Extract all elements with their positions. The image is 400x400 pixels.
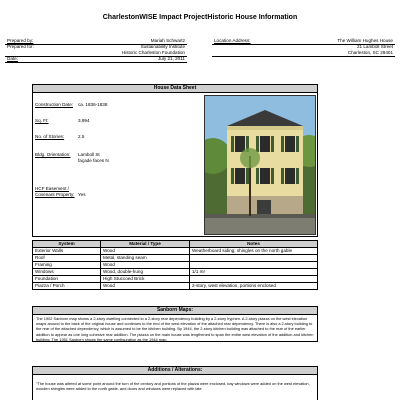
location-block xyxy=(212,38,395,68)
sqft-value: 3,994 xyxy=(78,118,90,123)
construction-date-label: Construction Date: xyxy=(35,102,74,107)
prepared-for-value-2: Historic Charleston Foundation xyxy=(121,50,185,55)
system-cell: Piazza / Porch xyxy=(33,283,101,290)
date-value: July 21, 2011 xyxy=(158,56,185,61)
sanborn-text: The 1902 Sanborn map shows a 2-story dwelling connected to a 2-story rear dependency building by a 2-story hyphen. A 2-story piazza on the west elevation wraps around to the back of the original house and continues to the end of the west elevation of the attached rear dependency. There is also a 2-story building to the rear of the attached dependency, which is assumed to be the kitchen building. By 1944, the 2-story kitchen building was attached to the rear of the earlier addition to appear as one long cohesive rear addition. The piazza on the main house was lengthened to span the entire west elevation of the addition and kitchen building. The 1951 Sanborn shows the same configuration as the 1944 map. xyxy=(36,316,314,342)
systems-col-system: System xyxy=(33,241,101,248)
notes-cell xyxy=(190,255,318,262)
sanborn-header: Sanborn Maps: xyxy=(33,307,317,315)
additions-text: "The house was altered at some point around the turn of the century and portions of the piazza were enclosed, bay windows were added on the west elevation, wooden shingles were added to the north gable, and doors and windows were replaced with late xyxy=(36,381,310,392)
house-data-sheet xyxy=(32,84,318,237)
notes-cell xyxy=(190,276,318,283)
stories-value: 2.5 xyxy=(78,134,85,139)
location-row xyxy=(212,50,395,57)
material-cell: Wood xyxy=(101,248,190,255)
orientation-label: Bldg. Orientation: xyxy=(35,152,71,157)
prepared-by-value: Mariah Schwartz xyxy=(150,38,185,43)
location-line-2: 21 Lamboll Street xyxy=(356,44,393,49)
location-label: Location Address: xyxy=(214,38,251,43)
system-cell: Exterior Walls xyxy=(33,248,101,255)
systems-table xyxy=(32,240,318,290)
house-illustration xyxy=(205,96,315,234)
table-row xyxy=(33,269,318,276)
house-photo xyxy=(204,95,316,235)
table-row xyxy=(33,262,318,269)
material-cell: Wood xyxy=(101,262,190,269)
table-row xyxy=(33,255,318,262)
prepared-block xyxy=(5,38,187,68)
page-title: CharlestonWISE Impact ProjectHistoric House Information xyxy=(102,14,298,21)
house-data-header: House Data Sheet xyxy=(33,85,317,93)
notes-cell xyxy=(190,262,318,269)
prepared-row xyxy=(5,56,187,63)
notes-cell: 1/1 mr xyxy=(190,269,318,276)
prepared-for-value: Sustainability Institute xyxy=(140,44,185,49)
material-cell: High Stuccoed Brick xyxy=(101,276,190,283)
notes-cell: 2-story, west elevation, portions enclosed xyxy=(190,283,318,290)
material-cell: Metal, standing seam xyxy=(101,255,190,262)
systems-col-notes: Notes xyxy=(190,241,318,248)
system-cell: Roof xyxy=(33,255,101,262)
location-line-3: Charleston, SC 29401 xyxy=(347,50,393,55)
prepared-by-label: Prepared by: xyxy=(7,38,34,43)
material-cell: Wood xyxy=(101,283,190,290)
location-line-1: The William Hughes House xyxy=(337,38,393,43)
table-row xyxy=(33,248,318,255)
construction-date-value: ca. 1836-1838 xyxy=(78,102,108,107)
easement-value: Yes xyxy=(78,192,86,197)
additions-section xyxy=(32,366,318,400)
material-cell: Wood, double-hung xyxy=(101,269,190,276)
table-row xyxy=(33,283,318,290)
notes-cell: Weatherboard siding; shingles on the north gable xyxy=(190,248,318,255)
date-label: Date: xyxy=(7,56,18,61)
sanborn-section xyxy=(32,306,318,342)
system-cell: Windows xyxy=(33,269,101,276)
stories-label: No. of Stories: xyxy=(35,134,65,139)
system-cell: Framing xyxy=(33,262,101,269)
sqft-label: Sq. Ft: xyxy=(35,118,49,123)
prepared-for-label: Prepared for: xyxy=(7,44,34,49)
systems-col-material: Material / Type xyxy=(101,241,190,248)
system-cell: Foundation xyxy=(33,276,101,283)
systems-header-row xyxy=(33,241,318,248)
orientation-value: Lamboll St façade faces N xyxy=(78,152,109,163)
additions-header: Additions / Alterations: xyxy=(33,367,317,375)
easement-label: HCF Easement / Covenant Property: xyxy=(35,186,75,197)
table-row xyxy=(33,276,318,283)
